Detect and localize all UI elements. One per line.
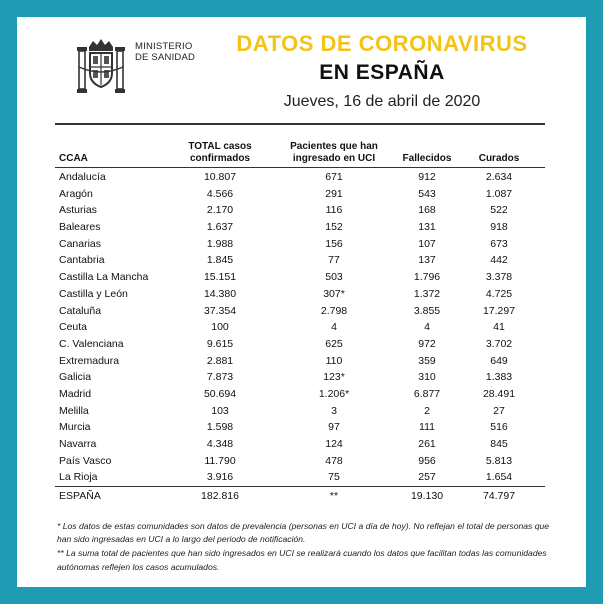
total-cell: 74.797 [482, 490, 516, 503]
table-cell: 478 [325, 454, 343, 467]
table-cell: 261 [418, 438, 436, 450]
table-cell: 28.491 [482, 387, 516, 400]
footnote-2: ** La suma total de pacientes que han sido ingresados en UCI se realizará cuando los datos que facilitan todas las comunidades autónomas reflejen los casos acumulados. [57, 548, 547, 572]
table-cell: 4 [331, 321, 337, 334]
table-header [55, 127, 545, 167]
table-cell: 359 [418, 354, 436, 367]
table-row [55, 286, 545, 303]
table-cell: 291 [325, 187, 343, 200]
table-cell: 2.170 [206, 204, 234, 217]
table-cell: 1.796 [413, 271, 441, 284]
table-cell: 972 [418, 337, 436, 350]
table-cell: 11.790 [204, 454, 236, 467]
table-row [55, 469, 545, 486]
table-row [55, 386, 545, 403]
table-cell: 15.151 [203, 271, 237, 284]
table-row [55, 353, 545, 370]
table-cell: 111 [419, 421, 435, 434]
ministry-line-2: DE SANIDAD [135, 52, 196, 63]
coat-of-arms-icon [75, 37, 127, 99]
table-total-row [55, 488, 545, 505]
table-cell: 75 [328, 471, 340, 484]
table-cell: Navarra [59, 438, 97, 450]
table-cell: Ceuta [59, 321, 88, 334]
table-cell: 310 [418, 371, 436, 384]
total-cell: 19.130 [410, 490, 444, 503]
table-top-rule [55, 123, 545, 125]
table-cell: 77 [328, 254, 340, 267]
header-total-casos: TOTAL casos confirmados [188, 141, 252, 164]
table-cell: 27 [493, 404, 505, 417]
table-cell: 4.348 [206, 438, 234, 450]
table-cell: 116 [325, 204, 343, 217]
table-cell: 110 [325, 354, 343, 367]
table-cell: Madrid [59, 387, 92, 400]
table-cell: 912 [418, 171, 436, 183]
table-total-rule [55, 486, 545, 487]
table-cell: 41 [493, 321, 505, 334]
table-cell: 1.087 [485, 187, 513, 200]
table-cell: Canarias [59, 237, 102, 250]
table-cell: 503 [325, 271, 343, 284]
table-cell: 1.637 [206, 221, 234, 234]
table-cell: Cataluña [59, 304, 102, 317]
table-row [55, 252, 545, 269]
table-cell: 2.798 [320, 304, 348, 317]
report-date: Jueves, 16 de abril de 2020 [283, 93, 481, 110]
table-cell: 3 [331, 404, 337, 417]
table-row [55, 336, 545, 353]
table-cell: 649 [490, 354, 508, 367]
table-cell: 50.694 [203, 387, 237, 400]
table-cell: 307* [323, 287, 345, 300]
table-row [55, 369, 545, 386]
table-cell: 124 [325, 438, 343, 450]
table-cell: 3.378 [485, 271, 513, 284]
table-cell: Andalucía [59, 171, 106, 183]
table-cell: Castilla La Mancha [59, 271, 149, 284]
table-cell: 1.845 [206, 254, 234, 267]
footnote-1: * Los datos de estas comunidades son datos de prevalencia (personas en UCI a día de hoy). No reflejan el total de personas que han sido ingresadas en UCI a lo largo del periodo de notificación. [57, 521, 550, 545]
table-cell: 103 [211, 404, 229, 417]
ministry-line-1: MINISTERIO [135, 41, 193, 52]
table-cell: 100 [211, 321, 229, 334]
table-row [55, 453, 545, 470]
table-cell: 673 [490, 237, 508, 250]
table-row [55, 202, 545, 219]
table-cell: 1.206* [318, 387, 350, 400]
table-cell: País Vasco [59, 454, 112, 467]
table-cell: 516 [490, 421, 508, 434]
table-cell: 17.297 [482, 304, 516, 317]
table-row [55, 403, 545, 420]
table-cell: 918 [490, 221, 508, 234]
table-row [55, 419, 545, 436]
table-cell: C. Valenciana [59, 337, 124, 350]
table-cell: 1.654 [485, 471, 513, 484]
title-line-2: EN ESPAÑA [319, 61, 445, 84]
table-cell: 4 [424, 321, 430, 334]
table-cell: 6.877 [413, 387, 441, 400]
table-cell: 1.988 [206, 237, 234, 250]
table-cell: 131 [418, 221, 436, 234]
table-row [55, 303, 545, 320]
table-cell: Castilla y León [59, 287, 128, 300]
table-cell: 543 [418, 187, 436, 200]
table-cell: 3.855 [413, 304, 441, 317]
table-cell: 5.813 [485, 454, 513, 467]
header-curados: Curados [478, 153, 520, 164]
table-cell: 4.725 [485, 287, 513, 300]
table-cell: 14.380 [203, 287, 237, 300]
table-cell: 2.881 [206, 354, 234, 367]
table-cell: Galicia [59, 371, 92, 384]
table-cell: 97 [328, 421, 340, 434]
table-cell: 4.566 [206, 187, 234, 200]
table-cell: 107 [418, 237, 436, 250]
table-row [55, 269, 545, 286]
table-cell: 956 [418, 454, 436, 467]
table-cell: 7.873 [206, 371, 234, 384]
table-cell: 37.354 [203, 304, 237, 317]
table-row [55, 436, 545, 453]
table-row [55, 186, 545, 203]
title-line-1: DATOS DE CORONAVIRUS [236, 31, 528, 56]
total-cell: ESPAÑA [59, 490, 101, 503]
table-cell: Aragón [59, 187, 93, 200]
table-cell: 3.702 [485, 337, 513, 350]
table-cell: Melilla [59, 404, 89, 417]
header-ccaa: CCAA [59, 153, 88, 164]
table-cell: Baleares [59, 221, 101, 234]
table-row [55, 169, 545, 186]
table-cell: 625 [325, 337, 343, 350]
table-cell: 1.598 [206, 421, 234, 434]
header-uci: Pacientes que han ingresado en UCI [290, 141, 378, 164]
table-cell: 1.383 [485, 371, 513, 384]
table-cell: Asturias [59, 204, 97, 217]
header-fallecidos: Fallecidos [402, 153, 452, 164]
table-cell: 671 [325, 171, 343, 183]
table-cell: 522 [490, 204, 508, 217]
table-cell: Extremadura [59, 354, 120, 367]
table-cell: 3.916 [206, 471, 234, 484]
table-row [55, 219, 545, 236]
table-cell: 168 [418, 204, 436, 217]
table-cell: 123* [323, 371, 345, 384]
table-row [55, 236, 545, 253]
table-cell: Murcia [59, 421, 91, 434]
table-cell: 845 [490, 438, 508, 450]
table-body [55, 169, 545, 505]
table-cell: 442 [490, 254, 508, 267]
table-cell: 257 [418, 471, 436, 484]
table-cell: 2 [424, 404, 430, 417]
table-cell: 2.634 [485, 171, 513, 183]
table-cell: 10.807 [203, 171, 237, 183]
table-row [55, 319, 545, 336]
ministry-name [135, 41, 195, 63]
table-cell: 137 [418, 254, 436, 267]
table-cell: La Rioja [59, 471, 98, 484]
table-header-rule [55, 167, 545, 168]
table-cell: 152 [325, 221, 343, 234]
table-cell: 156 [325, 237, 343, 250]
infographic-card [17, 17, 586, 587]
table-cell: Cantabria [59, 254, 105, 267]
footnotes [57, 520, 562, 575]
total-cell: ** [329, 490, 339, 503]
table-cell: 1.372 [413, 287, 441, 300]
table-cell: 9.615 [206, 337, 234, 350]
total-cell: 182.816 [201, 490, 239, 503]
